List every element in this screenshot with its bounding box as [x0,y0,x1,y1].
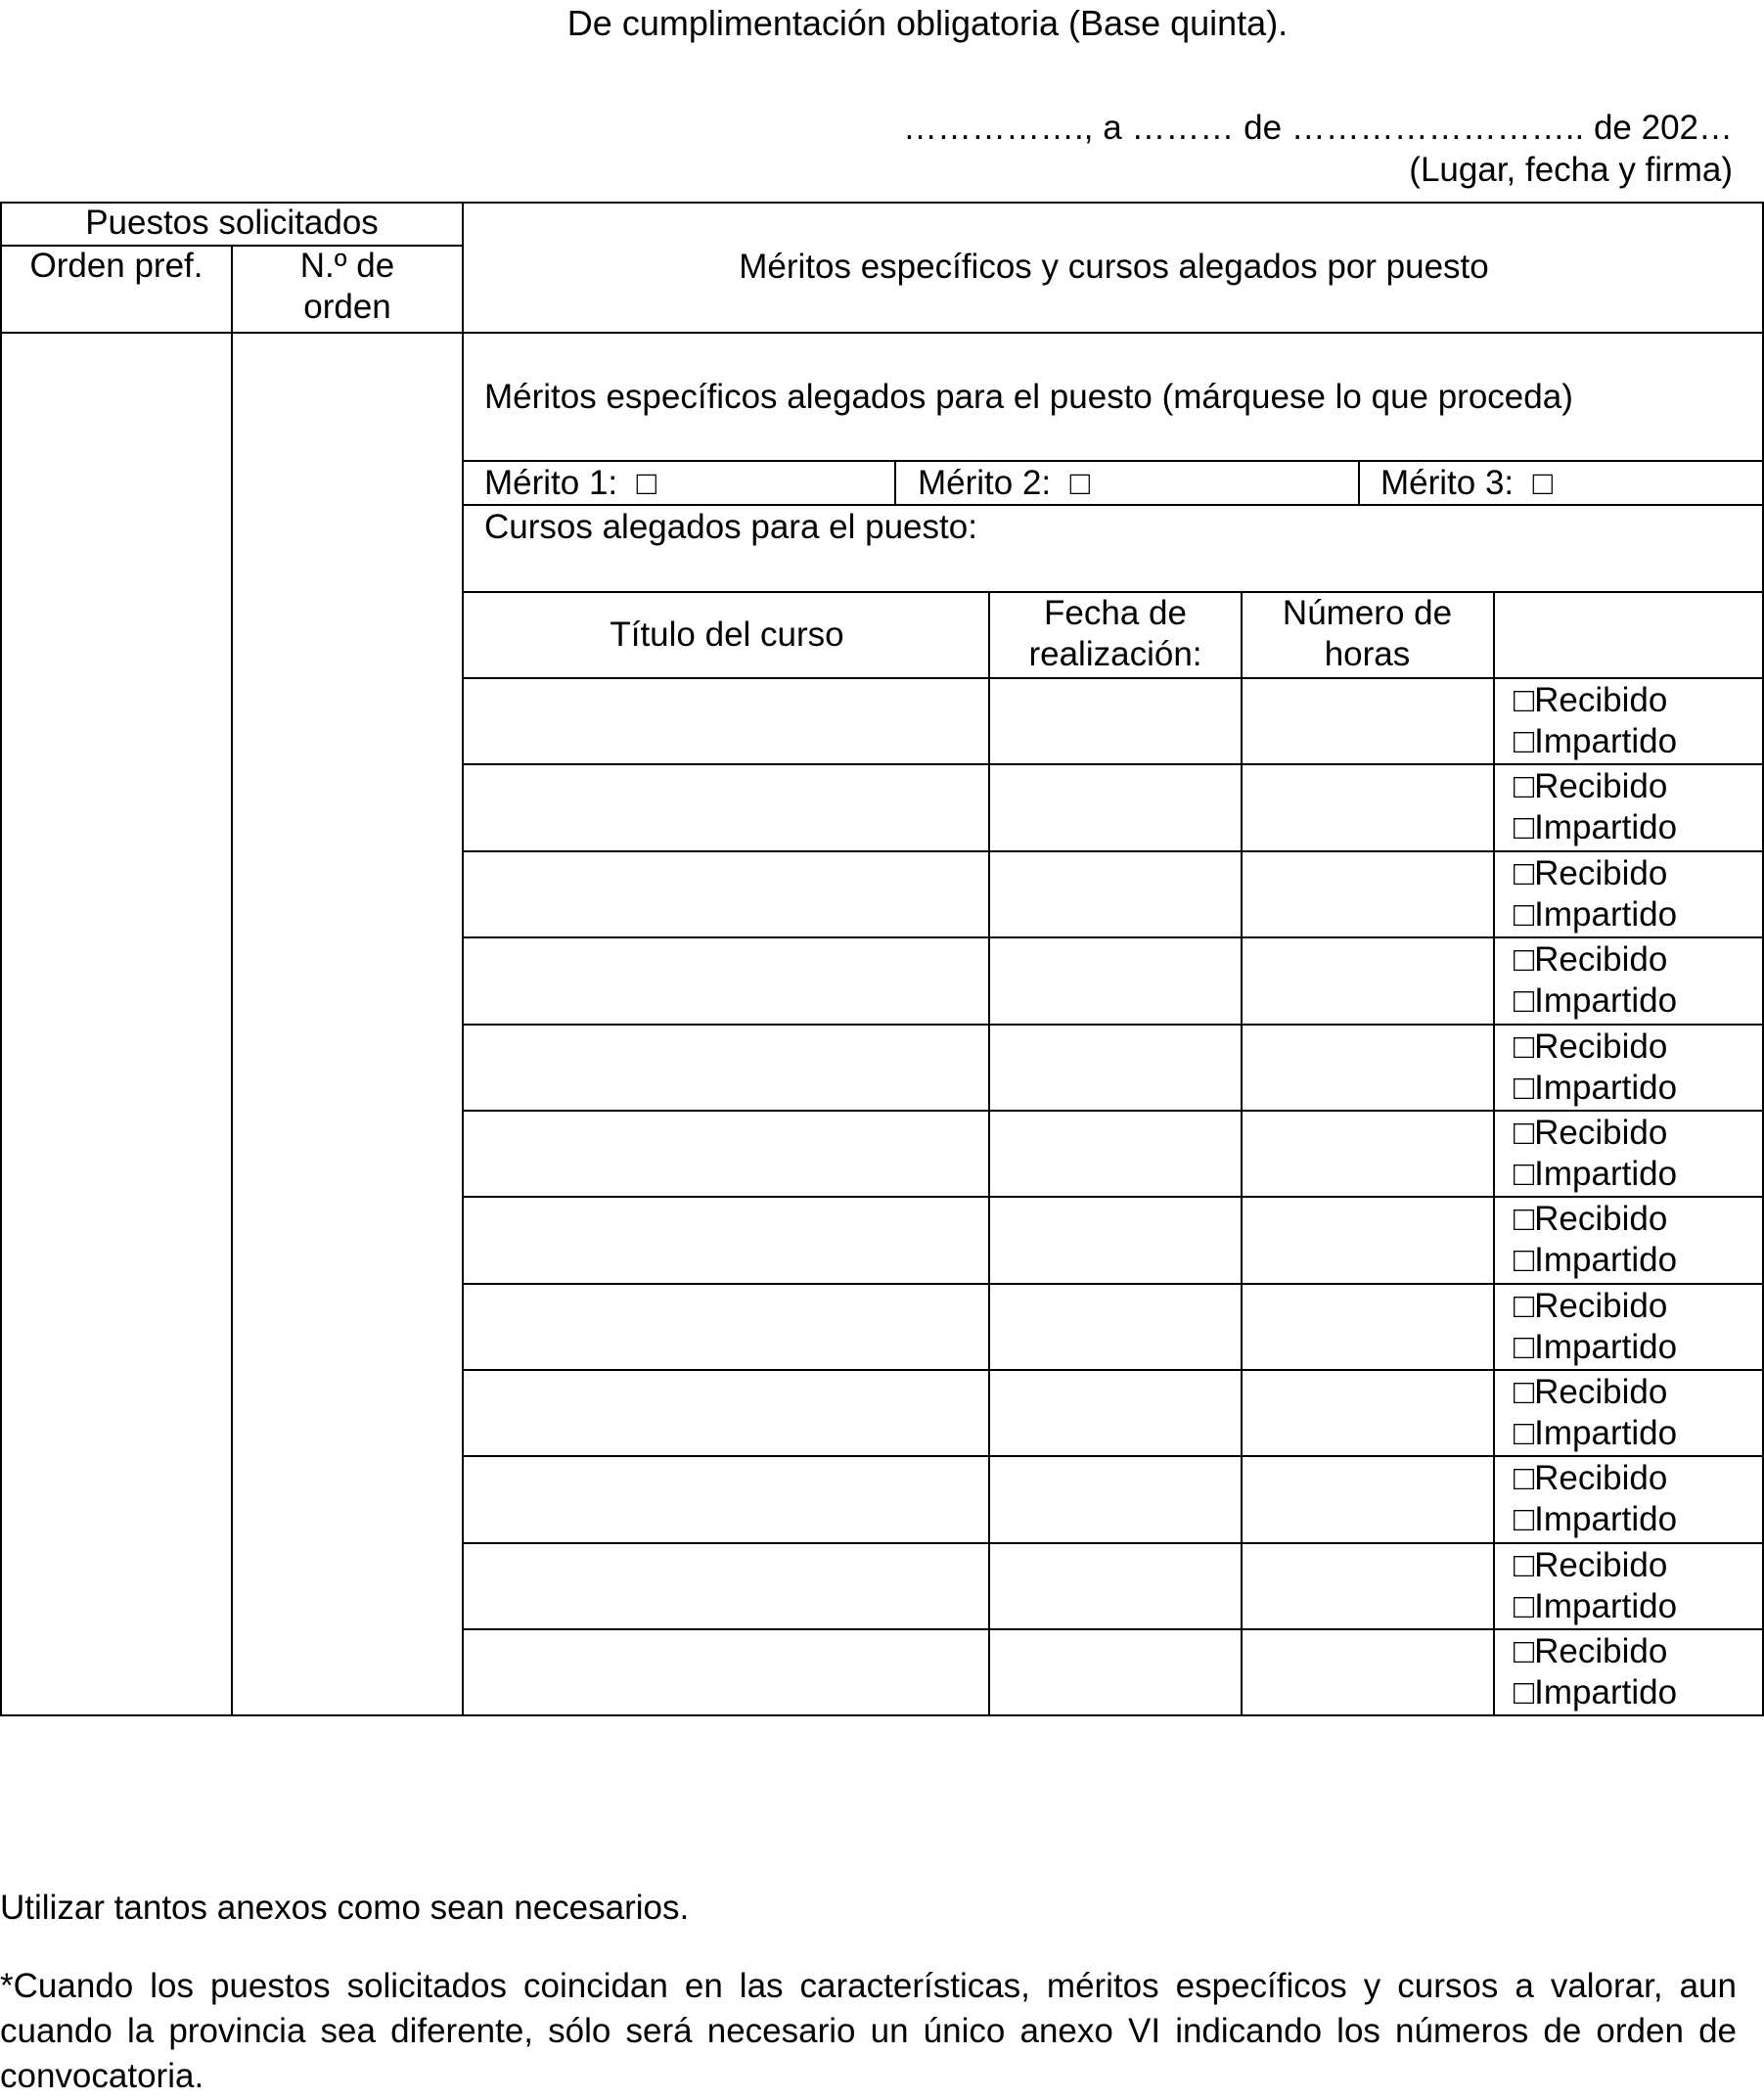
divider-course-row [462,1283,1764,1285]
divider-order-cols [231,245,233,1716]
divider-course-row [462,763,1764,765]
received-checkbox[interactable]: □Recibido [1514,1459,1668,1497]
divider-course-row [462,1542,1764,1544]
merit-3-checkbox[interactable]: □ [1532,465,1554,502]
divider-course-row [462,1628,1764,1630]
course-row [1514,1631,1677,1713]
course-row [1514,1027,1677,1109]
taught-checkbox[interactable]: □Impartido [1514,1414,1678,1452]
merit-3-label: Mérito 3: [1380,464,1515,502]
received-checkbox[interactable]: □Recibido [1514,1027,1668,1066]
merit-3 [1380,463,1553,504]
taught-checkbox[interactable]: □Impartido [1514,1500,1678,1538]
group-header-positions: Puestos solicitados [85,204,379,242]
divider-course-title [988,591,990,1716]
divider-merits-instruction [462,460,1764,462]
divider-course-row [462,1110,1764,1112]
received-checkbox[interactable]: □Recibido [1514,940,1668,979]
divider-course-row [462,850,1764,852]
divider-course-row [462,1024,1764,1026]
course-col-title: Título del curso [610,616,844,654]
courses-label: Cursos alegados para el puesto: [484,508,977,546]
received-checkbox[interactable]: □Recibido [1514,767,1668,805]
taught-checkbox[interactable]: □Impartido [1514,1241,1678,1279]
divider-course-row [462,1369,1764,1371]
taught-checkbox[interactable]: □Impartido [1514,722,1678,760]
received-checkbox[interactable]: □Recibido [1514,1114,1668,1152]
divider-course-row [462,936,1764,938]
course-row [1514,1458,1677,1540]
divider-merits-row [462,504,1764,506]
divider-course-hours [1493,591,1495,1716]
col-header-merits-courses: Méritos específicos y cursos alegados por puesto [739,248,1489,286]
divider-header-row [0,332,1764,334]
course-row [1514,1372,1677,1454]
course-row [1514,1286,1677,1368]
received-checkbox[interactable]: □Recibido [1514,854,1668,892]
received-checkbox[interactable]: □Recibido [1514,1632,1668,1670]
taught-checkbox[interactable]: □Impartido [1514,981,1678,1020]
course-row [1514,1113,1677,1195]
course-col-date: Fecha de realización: [1028,594,1202,673]
merits-instruction: Méritos específicos alegados para el puesto (márquese lo que proceda) [484,378,1573,416]
divider-merit-1-2 [894,460,896,506]
divider-left-block [462,202,464,1716]
course-row [1514,939,1677,1022]
place-date-line[interactable]: ……………., a ……… de …………………….. de 202… [903,109,1733,147]
merit-2 [918,463,1090,504]
divider-merit-2-3 [1358,460,1360,506]
merit-1-label: Mérito 1: [484,464,618,502]
divider-course-header [462,677,1764,679]
document-heading: De cumplimentación obligatoria (Base quinta). [566,3,1289,43]
divider-course-row [462,1455,1764,1457]
course-row [1514,853,1677,935]
taught-checkbox[interactable]: □Impartido [1514,1673,1678,1711]
merit-2-label: Mérito 2: [918,464,1052,502]
taught-checkbox[interactable]: □Impartido [1514,808,1678,846]
taught-checkbox[interactable]: □Impartido [1514,1328,1678,1366]
received-checkbox[interactable]: □Recibido [1514,1373,1668,1411]
table-bottom-border [0,1714,1764,1716]
taught-checkbox[interactable]: □Impartido [1514,1069,1678,1107]
divider-course-date [1241,591,1243,1716]
taught-checkbox[interactable]: □Impartido [1514,1587,1678,1625]
footer-note-positions: *Cuando los puestos solicitados coincidan en las características, méritos específicos y cursos a valorar, aun cuando la provincia sea diferente, sólo será necesario un único anexo VI indicando los números de orden de convocatoria. [0,1967,1737,2095]
received-checkbox[interactable]: □Recibido [1514,1200,1668,1238]
table-left-border [0,202,2,1716]
merit-1 [484,463,656,504]
place-date-caption: (Lugar, fecha y firma) [1409,151,1733,189]
received-checkbox[interactable]: □Recibido [1514,681,1668,719]
course-col-hours: Número de horas [1282,594,1453,673]
course-row [1514,766,1677,848]
merit-1-checkbox[interactable]: □ [636,465,657,502]
received-checkbox[interactable]: □Recibido [1514,1546,1668,1584]
col-header-order-num: N.º de orden [299,247,395,326]
footer-note-annexes: Utilizar tantos anexos como sean necesarios. [0,1889,690,1927]
merit-2-checkbox[interactable]: □ [1069,465,1091,502]
divider-course-row [462,1196,1764,1198]
taught-checkbox[interactable]: □Impartido [1514,895,1678,934]
received-checkbox[interactable]: □Recibido [1514,1287,1668,1325]
course-row [1514,680,1677,762]
course-row [1514,1199,1677,1281]
taught-checkbox[interactable]: □Impartido [1514,1155,1678,1193]
col-header-order-pref: Orden pref. [29,247,204,285]
course-row [1514,1545,1677,1627]
